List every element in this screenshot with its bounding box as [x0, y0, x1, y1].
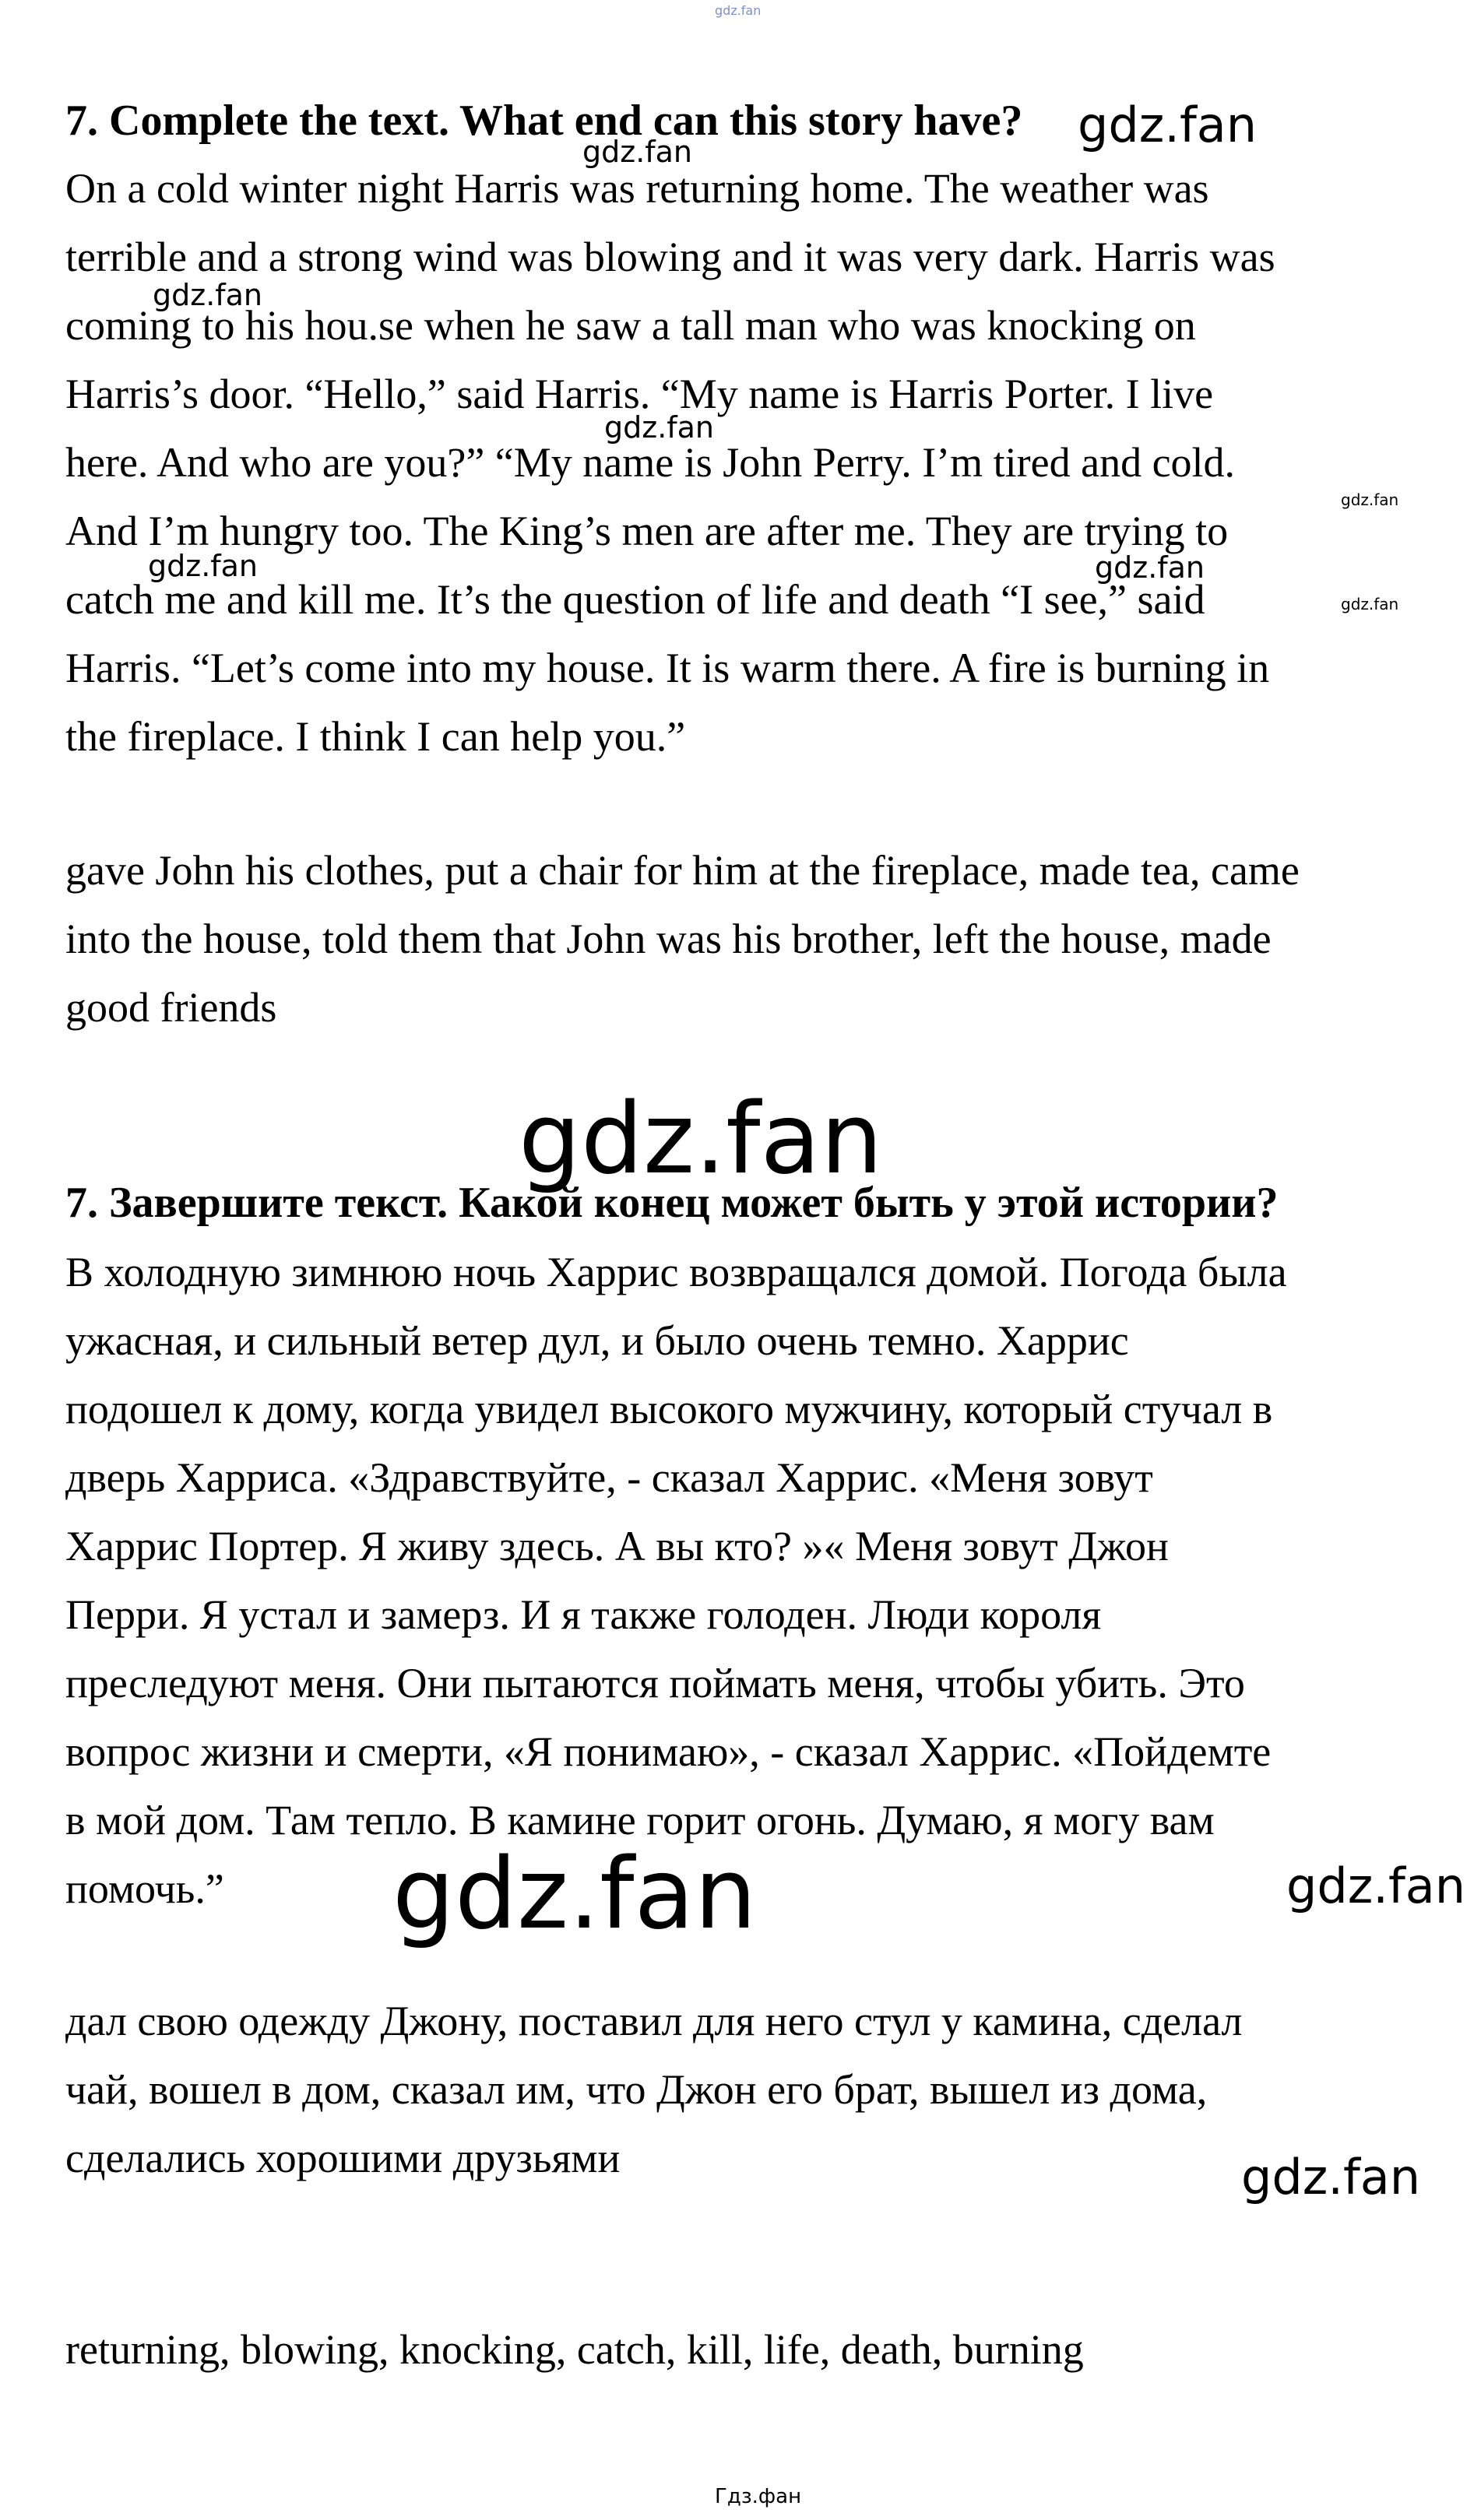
answer-words: [65, 2315, 1420, 2384]
watermark: gdz.fan: [392, 1836, 757, 1951]
story-line: вопрос жизни и смерти, «Я понимаю», - сказал Харрис. «Пойдемте: [65, 1728, 1272, 1775]
story-line: Harris. “Let’s come into my house. It is warm there. A fire is burning in: [65, 645, 1270, 691]
story-line: And I’m hungry too. The King’s men are after me. They are trying to: [65, 508, 1229, 554]
story-line: В холодную зимнюю ночь Харрис возвращался домой. Погода была: [65, 1249, 1287, 1295]
phrases-line: gave John his clothes, put a chair for him at the fireplace, made tea, came: [65, 847, 1300, 894]
story-line: помочь.”: [65, 1865, 224, 1912]
story-line: ужасная, и сильный ветер дул, и было очень темно. Харрис: [65, 1317, 1129, 1364]
english-story: [65, 154, 1420, 771]
russian-phrases: [65, 1987, 1420, 2192]
story-line: Harris’s door. “Hello,” said Harris. “My name is Harris Porter. I live: [65, 371, 1214, 417]
bottom-watermark: Гдз.фан: [715, 2485, 802, 2508]
russian-heading: 7. Завершите текст. Какой конец может быть у этой истории?: [65, 1179, 1279, 1227]
top-watermark: gdz.fan: [715, 3, 762, 18]
russian-story: [65, 1238, 1420, 1923]
phrases-line: дал свою одежду Джону, поставил для него стул у камина, сделал: [65, 1998, 1243, 2044]
story-line: подошел к дому, когда увидел высокого мужчину, который стучал в: [65, 1386, 1273, 1432]
answer-line: returning, blowing, knocking, catch, kill, life, death, burning: [65, 2326, 1084, 2373]
story-line: в мой дом. Там тепло. В камине горит огонь. Думаю, я могу вам: [65, 1797, 1215, 1843]
story-line: terrible and a strong wind was blowing and it was very dark. Harris was: [65, 234, 1275, 280]
phrases-line: чай, вошел в дом, сказал им, что Джон его брат, вышел из дома,: [65, 2066, 1208, 2113]
watermark: gdz.fan: [1095, 550, 1205, 585]
story-line: coming to his hou.se when he saw a tall man who was knocking on: [65, 302, 1196, 349]
english-phrases: [65, 836, 1420, 1042]
story-line: Перри. Я устал и замерз. И я также голоден. Люди короля: [65, 1591, 1102, 1638]
story-line: catch me and kill me. It’s the question of life and death “I see,” said: [65, 576, 1205, 623]
phrases-line: good friends: [65, 984, 277, 1031]
english-heading: 7. Complete the text. What end can this story have?: [65, 97, 1023, 145]
story-line: Харрис Портер. Я живу здесь. А вы кто? »« Меня зовут Джон: [65, 1523, 1169, 1569]
watermark: gdz.fan: [582, 135, 693, 169]
watermark: gdz.fan: [148, 549, 259, 583]
watermark: gdz.fan: [1341, 595, 1399, 613]
watermark: gdz.fan: [519, 1081, 883, 1196]
watermark: gdz.fan: [153, 278, 263, 312]
watermark: gdz.fan: [1241, 2149, 1421, 2205]
story-line: the fireplace. I think I can help you.”: [65, 713, 686, 760]
story-line: On a cold winter night Harris was returning home. The weather was: [65, 165, 1209, 212]
phrases-line: into the house, told them that John was his brother, left the house, made: [65, 916, 1272, 962]
watermark: gdz.fan: [1078, 97, 1258, 153]
watermark: gdz.fan: [1341, 490, 1399, 509]
story-line: дверь Харриса. «Здравствуйте, - сказал Харрис. «Меня зовут: [65, 1454, 1153, 1501]
phrases-line: сделались хорошими друзьями: [65, 2135, 621, 2181]
story-line: преследуют меня. Они пытаются поймать меня, чтобы убить. Это: [65, 1660, 1245, 1706]
watermark: gdz.fan: [604, 410, 715, 445]
story-line: here. And who are you?” “My name is John Perry. I’m tired and cold.: [65, 439, 1236, 486]
watermark: gdz.fan: [1286, 1857, 1466, 1914]
